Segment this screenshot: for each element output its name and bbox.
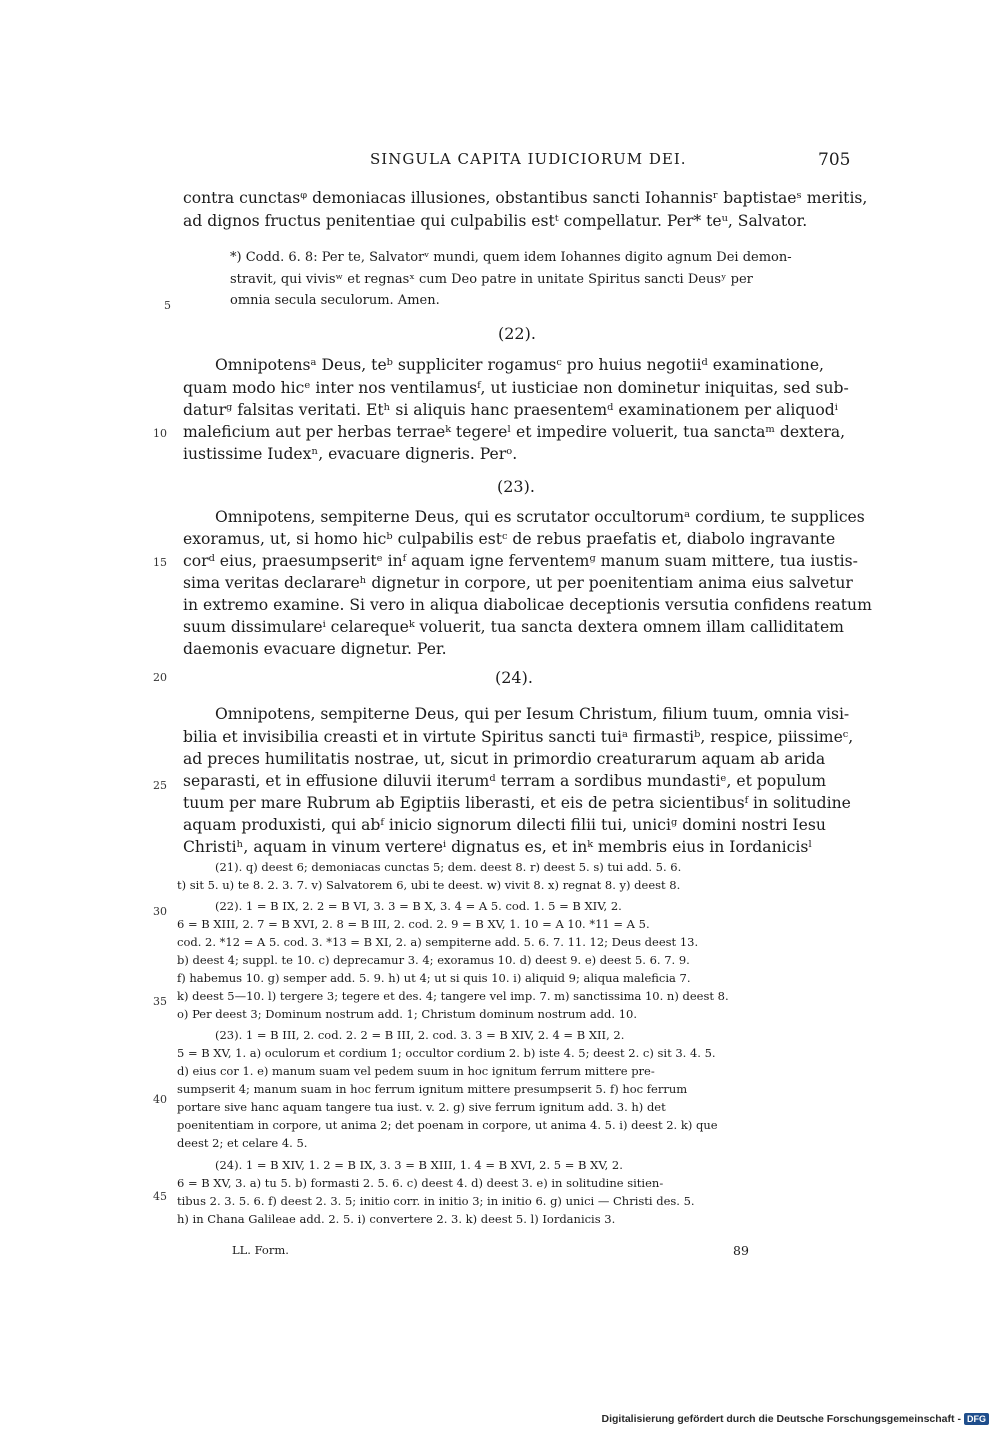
footnote-star-line: omnia secula seculorum. Amen. <box>230 293 440 308</box>
margin-line-number: 20 <box>153 671 167 684</box>
apparatus-line: (24). 1 = B XIV, 1. 2 = B IX, 3. 3 = B XIII, 1. 4 = B XVI, 2. 5 = B XV, 2. <box>215 1158 623 1172</box>
continuation-line: contra cunctasᵠ demoniacas illusiones, obstantibus sancti Iohannisʳ baptistaeˢ meritis, <box>183 189 868 207</box>
section-24-line: Omnipotens, sempiterne Deus, qui per Iesum Christum, filium tuum, omnia visi- <box>215 705 850 723</box>
section-22-line: maleficium aut per herbas terraeᵏ tegereˡ et impedire voluerit, tua sanctaᵐ dextera, <box>183 423 846 441</box>
margin-line-number: 5 <box>164 299 171 312</box>
signature-mark: LL. Form. <box>232 1243 289 1257</box>
margin-line-number: 35 <box>153 995 167 1008</box>
margin-line-number: 25 <box>153 779 167 792</box>
section-24-line: Christiʰ, aquam in vinum vertereⁱ dignatus es, et inᵏ membris eius in Iordanicisˡ <box>183 838 813 856</box>
margin-line-number: 15 <box>153 556 167 569</box>
footnote-star-line: *) Codd. 6. 8: Per te, Salvatorᵛ mundi, quem idem Iohannes digito agnum Dei demon- <box>230 250 792 265</box>
apparatus-line: h) in Chana Galileae add. 2. 5. i) convertere 2. 3. k) deest 5. l) Iordanicis 3. <box>177 1212 616 1226</box>
apparatus-line: k) deest 5—10. l) tergere 3; tegere et des. 4; tangere vel imp. 7. m) sanctissima 10. n) deest 8. <box>177 989 729 1003</box>
page-number: 705 <box>818 150 851 170</box>
margin-line-number: 45 <box>153 1190 167 1203</box>
apparatus-line: f) habemus 10. g) semper add. 5. 9. h) ut 4; ut si quis 10. i) aliquid 9; aliqua maleficia 7. <box>177 971 691 985</box>
section-24-line: aquam produxisti, qui abᶠ inicio signorum dilecti filii tui, uniciᵍ domini nostri Iesu <box>183 816 826 834</box>
section-heading-22: (22). <box>498 324 536 343</box>
apparatus-line: cod. 2. *12 = A 5. cod. 3. *13 = B XI, 2. a) sempiterne add. 5. 6. 7. 11. 12; Deus deest 13. <box>177 935 699 949</box>
section-23-line: corᵈ eius, praesumpseritᵉ inᶠ aquam igne ferventemᵍ manum suam mittere, tua iustis- <box>183 552 858 570</box>
apparatus-line: b) deest 4; suppl. te 10. c) deprecamur 3. 4; exoramus 10. d) deest 9. e) deest 5. 6. 7. 9. <box>177 953 690 967</box>
apparatus-line: 6 = B XIII, 2. 7 = B XVI, 2. 8 = B III, 2. cod. 2. 9 = B XV, 1. 10 = A 10. *11 = A 5. <box>177 917 650 931</box>
section-22-line: Omnipotensᵃ Deus, teᵇ suppliciter rogamusᶜ pro huius negotiiᵈ examinatione, <box>215 356 825 374</box>
apparatus-line: d) eius cor 1. e) manum suam vel pedem suum in hoc ignitum ferrum mittere pre- <box>177 1064 655 1078</box>
section-23-line: sima veritas declarareʰ dignetur in corpore, ut per poenitentiam anima eius salvetur <box>183 574 853 592</box>
running-title: SINGULA CAPITA IUDICIORUM DEI. <box>370 150 687 168</box>
apparatus-line: tibus 2. 3. 5. 6. f) deest 2. 3. 5; initio corr. in initio 3; in initio 6. g) unici — Christi des. 5. <box>177 1194 695 1208</box>
signature-number: 89 <box>733 1243 749 1258</box>
apparatus-line: 5 = B XV, 1. a) oculorum et cordium 1; occultor cordium 2. b) iste 4. 5; deest 2. c) sit 3. 4. 5. <box>177 1046 716 1060</box>
footnote-star-line: stravit, qui vivisʷ et regnasˣ cum Deo patre in unitate Spiritus sancti Deusʸ per <box>230 272 753 287</box>
section-24-line: tuum per mare Rubrum ab Egiptiis liberasti, et eis de petra sicientibusᶠ in solitudine <box>183 794 851 812</box>
section-23-line: Omnipotens, sempiterne Deus, qui es scrutator occultorumᵃ cordium, te supplices <box>215 508 865 526</box>
section-heading-23: (23). <box>497 477 535 496</box>
margin-line-number: 10 <box>153 427 167 440</box>
section-24-line: bilia et invisibilia creasti et in virtute Spiritus sancti tuiᵃ firmastiᵇ, respice, piissimeᶜ, <box>183 728 854 746</box>
section-24-line: separasti, et in effusione diluvii iterumᵈ terram a sordibus mundastiᵉ, et populum <box>183 772 827 790</box>
margin-line-number: 30 <box>153 905 167 918</box>
section-22-line: quam modo hicᵉ inter nos ventilamusᶠ, ut iusticiae non dominetur iniquitas, sed sub- <box>183 379 849 397</box>
apparatus-line: portare sive hanc aquam tangere tua iust. v. 2. g) sive ferrum ignitum add. 3. h) det <box>177 1100 666 1114</box>
funding-banner: Digitalisierung gefördert durch die Deutsche Forschungsgemeinschaft - DFG <box>602 1413 989 1425</box>
apparatus-line: poenitentiam in corpore, ut anima 2; det poenam in corpore, ut anima 4. 5. i) deest 2. k) que <box>177 1118 718 1132</box>
funding-banner-text: Digitalisierung gefördert durch die Deutsche Forschungsgemeinschaft <box>601 1413 955 1425</box>
apparatus-line: (21). q) deest 6; demoniacas cunctas 5; dem. deest 8. r) deest 5. s) tui add. 5. 6. <box>215 860 682 874</box>
continuation-line: ad dignos fructus penitentiae qui culpabilis estᵗ compellatur. Per* teᵘ, Salvator. <box>183 212 808 230</box>
apparatus-line: (22). 1 = B IX, 2. 2 = B VI, 3. 3 = B X, 3. 4 = A 5. cod. 1. 5 = B XIV, 2. <box>215 899 622 913</box>
section-23-line: in extremo examine. Si vero in aliqua diabolicae deceptionis versutia confidens reatum <box>183 596 872 614</box>
apparatus-line: deest 2; et celare 4. 5. <box>177 1136 308 1150</box>
apparatus-line: t) sit 5. u) te 8. 2. 3. 7. v) Salvatorem 6, ubi te deest. w) vivit 8. x) regnat 8. y) deest 8. <box>177 878 681 892</box>
dfg-logo-icon: DFG <box>964 1413 989 1425</box>
apparatus-line: o) Per deest 3; Dominum nostrum add. 1; Christum dominum nostrum add. 10. <box>177 1007 638 1021</box>
section-23-line: exoramus, ut, si homo hicᵇ culpabilis estᶜ de rebus praefatis et, diabolo ingravante <box>183 530 836 548</box>
section-22-line: daturᵍ falsitas veritati. Etʰ si aliquis hanc praesentemᵈ examinationem per aliquodⁱ <box>183 401 838 419</box>
section-23-line: daemonis evacuare dignetur. Per. <box>183 640 447 658</box>
margin-line-number: 40 <box>153 1093 167 1106</box>
section-heading-24: (24). <box>495 668 533 687</box>
apparatus-line: sumpserit 4; manum suam in hoc ferrum ignitum mittere presumpserit 5. f) hoc ferrum <box>177 1082 688 1096</box>
section-22-line: iustissime Iudexⁿ, evacuare digneris. Perᵒ. <box>183 445 518 463</box>
apparatus-line: 6 = B XV, 3. a) tu 5. b) formasti 2. 5. 6. c) deest 4. d) deest 3. e) in solitudine sitien- <box>177 1176 664 1190</box>
section-24-line: ad preces humilitatis nostrae, ut, sicut in primordio creaturarum aquam ab arida <box>183 750 826 768</box>
section-23-line: suum dissimulareⁱ celarequeᵏ voluerit, tua sancta dextera omnem illam calliditatem <box>183 618 844 636</box>
apparatus-line: (23). 1 = B III, 2. cod. 2. 2 = B III, 2. cod. 3. 3 = B XIV, 2. 4 = B XII, 2. <box>215 1028 625 1042</box>
